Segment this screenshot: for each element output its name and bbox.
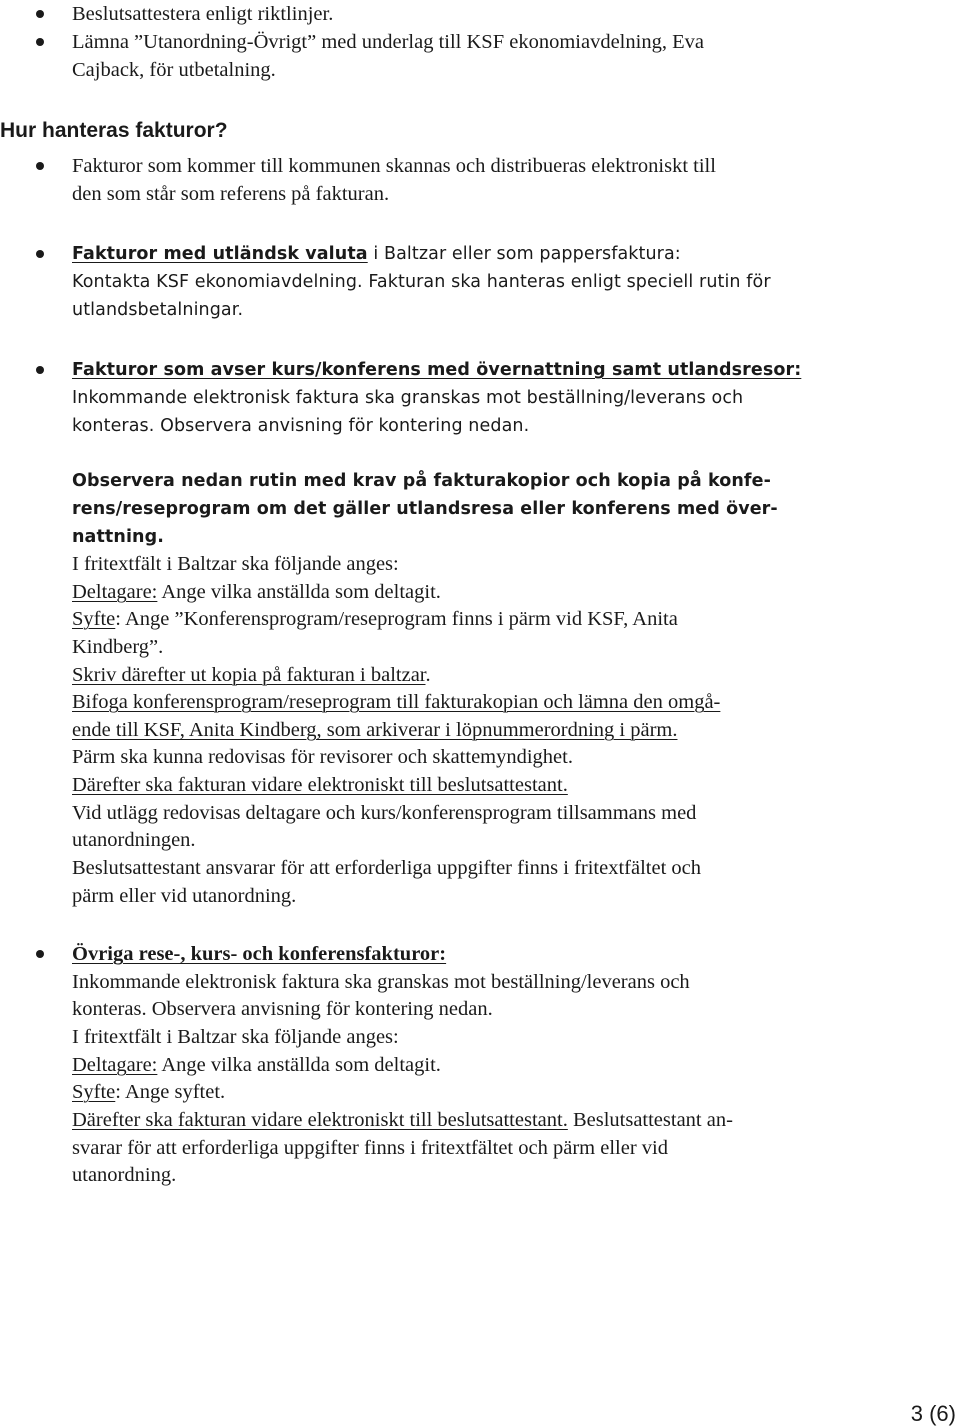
paragraph-line: Pärm ska kunna redovisas för revisorer och skattemyndighet. xyxy=(72,746,573,768)
paragraph-line xyxy=(72,661,431,689)
paragraph-line xyxy=(72,356,801,384)
subsection-title: Fakturor med utländsk valuta xyxy=(72,244,368,264)
underlined-line: ende till KSF, Anita Kindberg, som arkiverar i löpnummerordning i pärm. xyxy=(72,719,678,741)
paragraph-line: Vid utlägg redovisas deltagare och kurs/konferensprogram tillsammans med xyxy=(72,802,697,824)
paragraph-line xyxy=(72,578,441,606)
paragraph-line: Kontakta KSF ekonomiavdelning. Fakturan ska hanteras enligt speciell rutin för xyxy=(72,272,771,292)
bullet-text-continuation: Cajback, för utbetalning. xyxy=(72,59,276,81)
field-text: Ange vilka anställda som deltagit. xyxy=(157,581,441,603)
paragraph-line xyxy=(72,240,681,268)
bullet-icon xyxy=(36,38,44,46)
page-number: 3 (6) xyxy=(910,1401,956,1426)
note-line: rens/reseprogram om det gäller utlandsresa eller konferens med över- xyxy=(72,499,778,519)
paragraph-line: konteras. Observera anvisning för kontering nedan. xyxy=(72,416,530,436)
underlined-text: Därefter ska fakturan vidare elektroniskt till beslutsattestant. xyxy=(72,1109,568,1131)
bullet-text: Beslutsattestera enligt riktlinjer. xyxy=(72,3,334,25)
underlined-line: Bifoga konferensprogram/reseprogram till fakturakopian och lämna den omgå- xyxy=(72,691,721,713)
bullet-icon xyxy=(36,250,44,258)
field-text: : Ange ”Konferensprogram/reseprogram finns i pärm vid KSF, Anita xyxy=(115,608,678,630)
bullet-icon xyxy=(36,950,44,958)
paragraph-line: Fakturor som kommer till kommunen skannas och distribueras elektroniskt till xyxy=(72,155,716,177)
note-line: nattning. xyxy=(72,527,164,547)
bullet-text: Lämna ”Utanordning-Övrigt” med underlag till KSF ekonomiavdelning, Eva xyxy=(72,31,704,53)
paragraph-line: den som står som referens på fakturan. xyxy=(72,183,390,205)
bullet-icon xyxy=(36,10,44,18)
field-text: : Ange syftet. xyxy=(115,1081,226,1103)
subsection-title: Övriga rese-, kurs- och konferensfakturor: xyxy=(72,943,447,965)
field-label: Deltagare: xyxy=(72,1054,158,1076)
paragraph-line xyxy=(72,1078,225,1106)
field-label: Syfte xyxy=(72,1081,116,1103)
paragraph-line: svarar för att erforderliga uppgifter finns i fritextfältet och pärm eller vid xyxy=(72,1137,668,1159)
subsection-title: Fakturor som avser kurs/konferens med övernattning samt utlandsresor: xyxy=(72,360,802,380)
field-label: Syfte xyxy=(72,608,116,630)
underlined-line: Därefter ska fakturan vidare elektroniskt till beslutsattestant. xyxy=(72,774,568,796)
underlined-text: Skriv därefter ut kopia på fakturan i baltzar xyxy=(72,664,426,686)
section-heading: Hur hanteras fakturor? xyxy=(0,119,228,142)
paragraph-line: I fritextfält i Baltzar ska följande anges: xyxy=(72,553,399,575)
paragraph-text: Beslutsattestant an- xyxy=(567,1109,733,1131)
paragraph-line xyxy=(72,605,678,633)
bullet-icon xyxy=(36,162,44,170)
paragraph-line: Kindberg”. xyxy=(72,636,164,658)
punctuation: . xyxy=(425,664,431,686)
note-line: Observera nedan rutin med krav på fakturakopior och kopia på konfe- xyxy=(72,471,771,491)
paragraph-line: utanordning. xyxy=(72,1164,177,1186)
field-label: Deltagare: xyxy=(72,581,158,603)
paragraph-line xyxy=(72,1051,441,1079)
paragraph-line: I fritextfält i Baltzar ska följande anges: xyxy=(72,1026,399,1048)
paragraph-line: utlandsbetalningar. xyxy=(72,300,244,320)
field-text: Ange vilka anställda som deltagit. xyxy=(157,1054,441,1076)
subsection-title-rest: i Baltzar eller som pappersfaktura: xyxy=(367,244,681,264)
bullet-icon xyxy=(36,366,44,374)
paragraph-line: pärm eller vid utanordning. xyxy=(72,885,297,907)
paragraph-line: konteras. Observera anvisning för kontering nedan. xyxy=(72,998,493,1020)
paragraph-line: Inkommande elektronisk faktura ska granskas mot beställning/leverans och xyxy=(72,971,690,993)
paragraph-line: Inkommande elektronisk faktura ska granskas mot beställning/leverans och xyxy=(72,388,744,408)
paragraph-line xyxy=(72,1106,733,1134)
paragraph-line: Beslutsattestant ansvarar för att erforderliga uppgifter finns i fritextfältet och xyxy=(72,857,702,879)
paragraph-line: utanordningen. xyxy=(72,829,196,851)
